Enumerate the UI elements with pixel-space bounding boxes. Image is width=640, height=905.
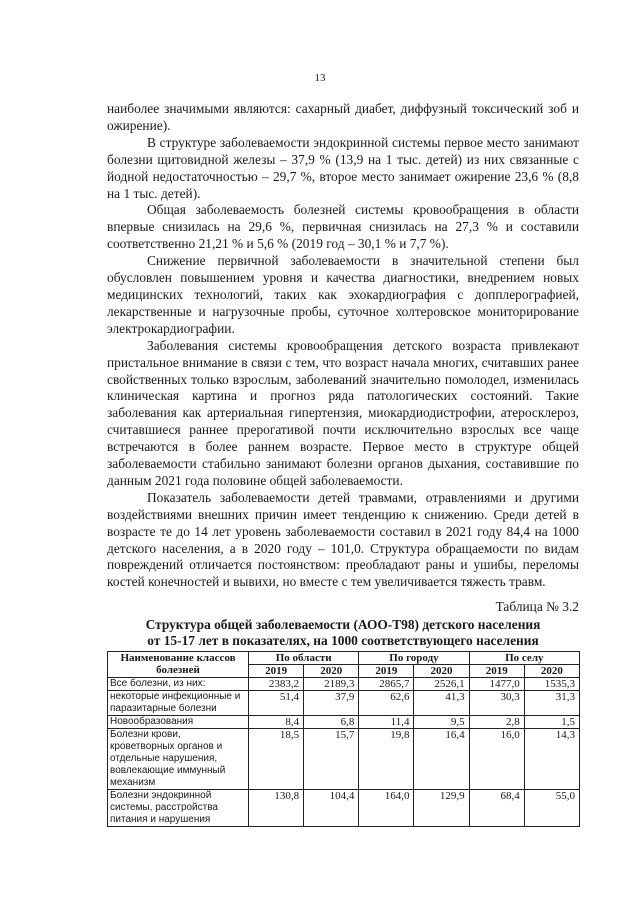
- header-year: 2020: [524, 665, 579, 678]
- cell-value: 6,8: [304, 716, 359, 729]
- paragraph-1: наиболее значимыми являются: сахарный диабет, диффузный токсический зоб и ожирение).: [107, 101, 579, 133]
- cell-value: 1,5: [524, 716, 579, 729]
- cell-value: 68,4: [469, 790, 524, 827]
- cell-value: 164,0: [359, 790, 414, 827]
- paragraph-4: Снижение первичной заболеваемости в значительной степени был обусловлен повышением уровня и качества диагностики, внедрением новых медицинских технологий, таких как эхокардиография с допплерографией, лекарственные и нагрузочные пробы, суточное холтеровское мониторирование электрокардиографии.: [107, 253, 579, 336]
- cell-value: 51,4: [249, 691, 304, 716]
- page-number: 13: [314, 72, 326, 84]
- cell-value: 8,4: [249, 716, 304, 729]
- table-row: [108, 678, 580, 691]
- cell-value: 1477,0: [469, 678, 524, 691]
- table-row: [108, 691, 580, 716]
- cell-value: 9,5: [414, 716, 469, 729]
- header-label-line-1: Наименование классов: [120, 652, 236, 664]
- cell-value: 11,4: [359, 716, 414, 729]
- header-year: 2020: [304, 665, 359, 678]
- row-label: Болезни крови, кроветворных органов и отдельные нарушения, вовлекающие иммунный механизм: [108, 729, 249, 790]
- table-caption: Таблица № 3.2: [495, 599, 579, 614]
- cell-value: 104,4: [304, 790, 359, 827]
- paragraph-3: Общая заболеваемость болезней системы кровообращения в области впервые снизилась на 29,6 %, первичная снизилась на 27,3 % и составили соответственно 21,21 % и 5,6 % (2019 год – 30,1 % и 7,7 %).: [107, 202, 579, 252]
- cell-value: 62,6: [359, 691, 414, 716]
- table-row: [108, 729, 580, 790]
- paragraph-2: В структуре заболеваемости эндокринной системы первое место занимают болезни щитовидной железы – 37,9 % (13,9 на 1 тыс. детей) из них связанные с йодной недостаточностью – 29,7 %, второе место занимает ожирение 23,6 % (8,8 на 1 тыс. детей).: [107, 134, 579, 201]
- cell-value: 2383,2: [249, 678, 304, 691]
- cell-value: 14,3: [524, 729, 579, 790]
- cell-value: 19,8: [359, 729, 414, 790]
- cell-value: 30,3: [469, 691, 524, 716]
- cell-value: 2526,1: [414, 678, 469, 691]
- row-label: Болезни эндокринной системы, расстройства питания и нарушения: [108, 790, 249, 827]
- cell-value: 55,0: [524, 790, 579, 827]
- cell-value: 16,0: [469, 729, 524, 790]
- row-label: некоторые инфекционные и паразитарные болезни: [108, 691, 249, 716]
- cell-value: 15,7: [304, 729, 359, 790]
- cell-value: 1535,3: [524, 678, 579, 691]
- header-group-city: По городу: [359, 652, 469, 665]
- header-year: 2019: [359, 665, 414, 678]
- header-year: 2019: [469, 665, 524, 678]
- cell-value: 18,5: [249, 729, 304, 790]
- cell-value: 130,8: [249, 790, 304, 827]
- cell-value: 129,9: [414, 790, 469, 827]
- row-label: Новообразования: [108, 716, 249, 729]
- header-year: 2020: [414, 665, 469, 678]
- cell-value: 2,8: [469, 716, 524, 729]
- cell-value: 2865,7: [359, 678, 414, 691]
- header-group-village: По селу: [469, 652, 579, 665]
- paragraph-6: Показатель заболеваемости детей травмами, отравлениями и другими воздействиями внешних причин имеет тенденцию к снижению. Среди детей в возрасте те до 14 лет уровень заболеваемости составил в 2021 году 84,4 на 1000 детского населения, а в 2020 году – 101,0. Структура обращаемости по видам повреждений отличается постоянством: преобладают раны и ушибы, переломы костей конечностей и вывихи, но вместе с тем увеличивается тяжесть травм.: [107, 489, 579, 590]
- table-header-row-groups: [108, 652, 580, 665]
- cell-value: 16,4: [414, 729, 469, 790]
- cell-value: 37,9: [304, 691, 359, 716]
- cell-value: 41,3: [414, 691, 469, 716]
- table-row: [108, 790, 580, 827]
- paragraph-5: Заболевания системы кровообращения детского возраста привлекают пристальное внимание в связи с тем, что возраст начала многих, считавших ранее свойственных только взрослым, заболеваний значительно помолодел, изменилась клиническая картина и прогноз ряда патологических состояний. Такие заболевания как артериальная гипертензия, миокардиодистрофии, атеросклероз, считавшиеся раннее прерогативой почти исключительно взрослых все чаще встречаются в более раннем возрасте. Первое место в структуре общей заболеваемости стабильно занимают болезни органов дыхания, составившие по данным 2021 года половине общей заболеваемости.: [107, 337, 579, 488]
- cell-value: 31,3: [524, 691, 579, 716]
- header-group-region: По области: [249, 652, 359, 665]
- morbidity-table: [107, 651, 580, 827]
- row-label: Все болезни, из них:: [108, 678, 249, 691]
- cell-value: 2189,3: [304, 678, 359, 691]
- table-row: [108, 716, 580, 729]
- header-label-line-2: болезней: [156, 664, 200, 676]
- table-title: [107, 617, 579, 649]
- header-year: 2019: [249, 665, 304, 678]
- table-title-line-1: Структура общей заболеваемости (АОО-Т98) детского населения: [145, 617, 541, 632]
- table-title-line-2: от 15-17 лет в показателях, на 1000 соответствующего населения: [147, 633, 539, 648]
- body-text: [107, 101, 579, 591]
- header-disease-class: [108, 652, 249, 678]
